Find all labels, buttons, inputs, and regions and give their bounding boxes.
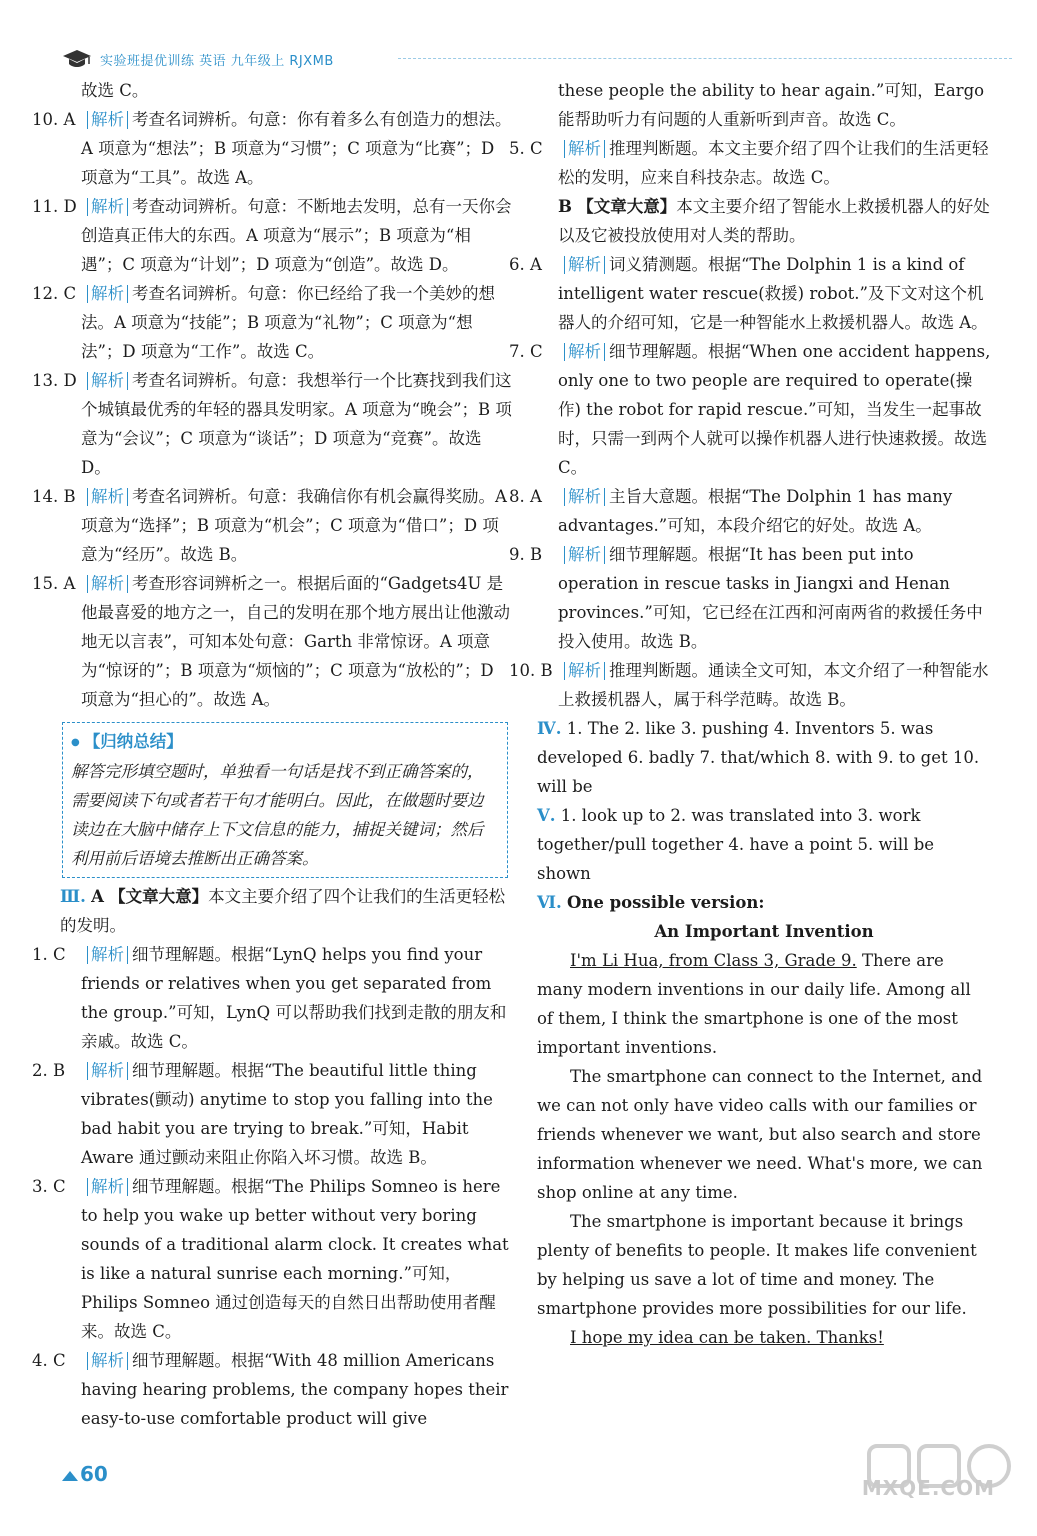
passage-title: 【文章大意】 [577, 197, 677, 216]
essay-paragraph: The smartphone can connect to the Internet, and we can not only have video calls with our families or friends whenever we want, but also search and store information whenever we need. What's more, we can shop online at any time. [537, 1067, 983, 1202]
analysis-tag: 解析 [87, 285, 128, 303]
answer-item [509, 482, 991, 540]
book-title: 实验班提优训练 英语 九年级上 RJXMB [100, 54, 334, 69]
answer-text: 细节理解题。根据“The Philips Somneo is here to help you wake up better without very boring sounds of a traditional alarm clock. It creates what is like a natural sunrise each morning.”可知，Philips Somneo 通过创造每天的自然日出帮助使用者醒来。故选 C。 [81, 1177, 509, 1341]
watermark [861, 1440, 1015, 1522]
answer-text: 词义猜测题。根据“The Dolphin 1 is a kind of intelligent water rescue(救援) robot.”及下文对这个机器人的介绍可知，它是一种智能水上救援机器人。故选 A。 [558, 255, 988, 332]
analysis-tag: 解析 [87, 1352, 128, 1370]
answer-text: 考查名词辨析。句意：我确信你有机会赢得奖励。A 项意为“选择”；B 项意为“机会”；C 项意为“借口”；D 项意为“经历”。故选 B。 [81, 487, 507, 564]
answer-text: 推理判断题。本文主要介绍了四个让我们的生活更轻松的发明，应来自科技杂志。故选 C。 [558, 139, 989, 187]
page-arrow-icon [62, 1471, 78, 1481]
page-header [62, 48, 1012, 70]
answer-number: 7. C [509, 342, 543, 361]
summary-text: 解答完形填空题时，单独看一句话是找不到正确答案的，需要阅读下句或者若干句才能明白。因此，在做题时要边读边在大脑中储存上下文信息的能力，捕捉关键词；然后利用前后语境去推断出正确答案。 [71, 762, 484, 868]
watermark-text: MXQE.COM [861, 1476, 995, 1500]
answer-number: 14. B [32, 487, 76, 506]
essay-paragraph: I'm Li Hua, from Class 3, Grade 9. There are many modern inventions in our daily life. Among all of them, I think the smartphone is one of the most important inventions. [537, 951, 971, 1057]
answer-number: 10. A [32, 110, 76, 129]
answer-item [509, 337, 991, 482]
answer-continuation [537, 76, 991, 134]
graduation-cap-icon [62, 48, 92, 70]
answer-text: 细节理解题。根据“With 48 million Americans having hearing problems, the company hopes their easy-to-use comfortable product will give [81, 1351, 509, 1428]
answer-number: 13. D [32, 371, 77, 390]
answer-text: 细节理解题。根据“The beautiful little thing vibrates(颤动) anytime to stop you falling into the bad habit you are trying to break.”可知，Habit Aware 通过颤动来阻止你陷入坏习惯。故选 B。 [81, 1061, 493, 1167]
answer-number: 10. B [509, 661, 553, 680]
answer-text: 考查形容词辨析之一。根据后面的“Gadgets4U 是他最喜爱的地方之一，自己的发明在那个地方展出让他激动地无以言表”，可知本处句意：Garth 非常惊讶。A 项意为“惊讶的”；B 项意为“烦恼的”；C 项意为“放松的”；D 项意为“担心的”。故选 A。 [81, 574, 510, 709]
answer-item [32, 569, 512, 714]
essay-paragraph [537, 1323, 991, 1352]
section-answers [537, 801, 991, 888]
answer-item [32, 1346, 512, 1433]
answer-number: 9. B [509, 545, 543, 564]
passage-letter: A [91, 887, 104, 906]
section-number: Ⅵ. [537, 893, 562, 912]
bullet-icon: ● [71, 737, 80, 748]
answer-item [32, 1056, 512, 1172]
answer-text: 细节理解题。根据“It has been put into operation in rescue tasks in Jiangxi and Henan provinces.”可知，它已经在江西和河南两省的救援任务中投入使用。故选 B。 [558, 545, 983, 651]
answer-number: 4. C [32, 1351, 66, 1370]
answer-text: 考查名词辨析。句意：你已经给了我一个美妙的想法。A 项意为“技能”；B 项意为“礼物”；C 项意为“想法”；D 项意为“工作”。故选 C。 [81, 284, 495, 361]
underlined-sentence: I'm Li Hua, from Class 3, Grade 9. [570, 951, 857, 970]
section-number: Ⅴ. [537, 806, 556, 825]
passage-letter: B [558, 197, 572, 216]
answer-item [32, 366, 512, 482]
answer-number: 5. C [509, 139, 543, 158]
analysis-tag: 解析 [87, 946, 128, 964]
analysis-tag: 解析 [564, 256, 605, 274]
answer-text: 考查名词辨析。句意：我想举行一个比赛找到我们这个城镇最优秀的年轻的器具发明家。A 项意为“晚会”；B 项意为“会议”；C 项意为“谈话”；D 项意为“竞赛”。故选 D。 [81, 371, 512, 477]
answer-text: these people the ability to hear again.”可知，Eargo 能帮助听力有问题的人重新听到声音。故选 C。 [558, 81, 985, 129]
answer-item [32, 279, 512, 366]
analysis-tag: 解析 [564, 662, 605, 680]
analysis-tag: 解析 [564, 140, 605, 158]
section-intro [537, 192, 991, 250]
analysis-tag: 解析 [87, 575, 128, 593]
answer-text: 考查名词辨析。句意：你有着多么有创造力的想法。A 项意为“想法”；B 项意为“习惯”；C 项意为“比赛”；D 项意为“工具”。故选 A。 [81, 110, 512, 187]
answer-text: 细节理解题。根据“LynQ helps you find your friends or relatives when you get separated from the group.”可知，LynQ 可以帮助我们找到走散的朋友和亲戚。故选 C。 [81, 945, 507, 1051]
essay-paragraph: The smartphone is important because it brings plenty of benefits to people. It makes life convenient by helping us save a lot of time and money. The smartphone provides more possibilities for our life. [537, 1212, 977, 1318]
right-column [509, 76, 991, 1352]
passage-summary: 本文主要介绍了智能水上救援机器人的好处以及它被投放使用对人类的帮助。 [558, 197, 990, 245]
answer-number: 12. C [32, 284, 77, 303]
underlined-sentence: I hope my idea can be taken. Thanks! [570, 1328, 884, 1347]
analysis-tag: 解析 [87, 488, 128, 506]
version-label: One possible version: [566, 893, 765, 912]
answer-item [32, 105, 512, 192]
answer-text: 细节理解题。根据“When one accident happens, only one to two people are required to operate(操作) the robot for rapid rescue.”可知，当发生一起事故时，只需一到两个人就可以操作机器人进行快速救援。故选 C。 [558, 342, 991, 477]
answers-text: 1. look up to 2. was translated into 3. work together/pull together 4. have a point 5. will be shown [537, 806, 935, 883]
answer-number: 8. A [509, 487, 542, 506]
analysis-tag: 解析 [87, 1178, 128, 1196]
passage-summary: 本文主要介绍了四个让我们的生活更轻松的发明。 [60, 887, 506, 935]
section-number: Ⅳ. [537, 719, 562, 738]
writing-section [537, 888, 991, 1352]
answer-number: 6. A [509, 255, 542, 274]
analysis-tag: 解析 [87, 198, 128, 216]
analysis-tag: 解析 [564, 546, 605, 564]
answer-text: 主旨大意题。根据“The Dolphin 1 has many advantages.”可知，本段介绍它的好处。故选 A。 [558, 487, 953, 535]
answer-item [32, 1172, 512, 1346]
analysis-tag: 解析 [87, 372, 128, 390]
analysis-tag: 解析 [87, 111, 128, 129]
answer-number: 11. D [32, 197, 77, 216]
previous-answer-end: 故选 C。 [81, 81, 149, 100]
passage-title: 【文章大意】 [109, 887, 209, 906]
answer-text: 考查动词辨析。句意：不断地去发明，总有一天你会创造真正伟大的东西。A 项意为“展示”；B 项意为“相遇”；C 项意为“计划”；D 项意为“创造”。故选 D。 [81, 197, 512, 274]
answer-item [32, 940, 512, 1056]
answer-number: 3. C [32, 1177, 66, 1196]
answer-item [509, 250, 991, 337]
section-intro [60, 882, 512, 940]
answer-number: 2. B [32, 1061, 66, 1080]
answer-item [509, 540, 991, 656]
section-answers [537, 714, 991, 801]
answer-item [32, 482, 512, 569]
analysis-tag: 解析 [87, 1062, 128, 1080]
answer-item [32, 192, 512, 279]
answer-item [509, 134, 991, 192]
answer-text: 推理判断题。通读全文可知，本文介绍了一种智能水上救援机器人，属于科学范畴。故选 B。 [558, 661, 989, 709]
left-column [32, 76, 512, 1433]
section-number: Ⅲ. [60, 887, 86, 906]
summary-title: ● 【归纳总结】 [71, 732, 183, 751]
summary-box [62, 722, 508, 878]
answer-item [509, 656, 991, 714]
page-number: 60 [62, 1462, 108, 1486]
analysis-tag: 解析 [564, 343, 605, 361]
answer-number: 1. C [32, 945, 66, 964]
answer-number: 15. A [32, 574, 76, 593]
answers-text: 1. The 2. like 3. pushing 4. Inventors 5. was developed 6. badly 7. that/which 8. with 9. to get 10. will be [537, 719, 980, 796]
essay-title: An Important Invention [654, 922, 874, 941]
analysis-tag: 解析 [564, 488, 605, 506]
header-divider [398, 58, 1012, 59]
